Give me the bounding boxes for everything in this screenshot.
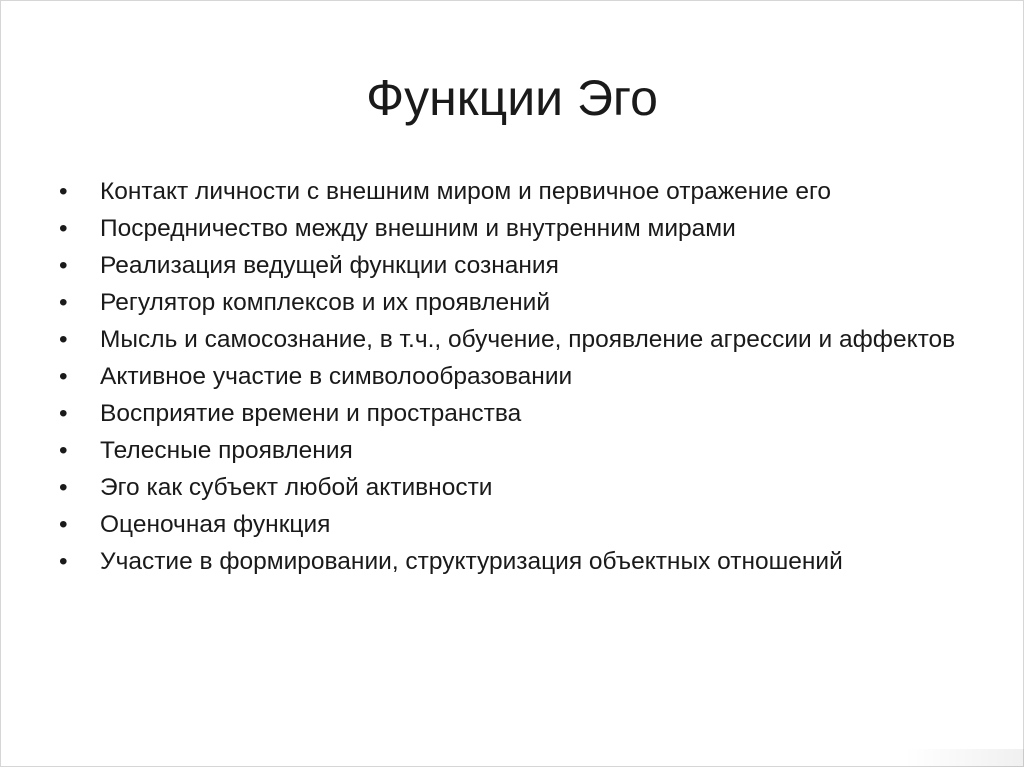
bullet-text: Посредничество между внешним и внутренним мирами	[100, 215, 736, 242]
page-corner-shadow	[904, 749, 1024, 767]
bullet-item	[59, 288, 979, 317]
bullet-text: Контакт личности с внешним миром и первичное отражение его	[100, 178, 832, 205]
bullet-text: Эго как субъект любой активности	[100, 474, 493, 501]
bullet-text: Мысль и самосознание, в т.ч., обучение, проявление агрессии и аффектов	[100, 326, 956, 353]
bullet-item	[59, 399, 979, 428]
bullet-item	[59, 177, 979, 206]
bullet-item	[59, 473, 979, 502]
bullet-icon: •	[59, 363, 68, 390]
bullet-list	[59, 177, 979, 584]
bullet-text: Активное участие в символообразовании	[100, 363, 573, 390]
bullet-item	[59, 436, 979, 465]
bullet-item	[59, 362, 979, 391]
bullet-icon: •	[59, 437, 68, 464]
bullet-text: Участие в формировании, структуризация объектных отношений	[100, 548, 843, 575]
bullet-icon: •	[59, 474, 68, 501]
bullet-item	[59, 325, 979, 354]
bullet-text: Регулятор комплексов и их проявлений	[100, 289, 551, 316]
bullet-item	[59, 251, 979, 280]
bullet-item	[59, 214, 979, 243]
bullet-item	[59, 547, 979, 576]
bullet-icon: •	[59, 215, 68, 242]
bullet-icon: •	[59, 400, 68, 427]
slide-title: Функции Эго	[366, 70, 658, 126]
bullet-text: Реализация ведущей функции сознания	[100, 252, 559, 279]
bullet-icon: •	[59, 326, 68, 353]
bullet-icon: •	[59, 548, 68, 575]
bullet-text: Восприятие времени и пространства	[100, 400, 522, 427]
bullet-icon: •	[59, 252, 68, 279]
bullet-icon: •	[59, 178, 68, 205]
bullet-text: Оценочная функция	[100, 511, 331, 538]
bullet-text: Телесные проявления	[100, 437, 353, 464]
bullet-icon: •	[59, 289, 68, 316]
bullet-icon: •	[59, 511, 68, 538]
bullet-item	[59, 510, 979, 539]
